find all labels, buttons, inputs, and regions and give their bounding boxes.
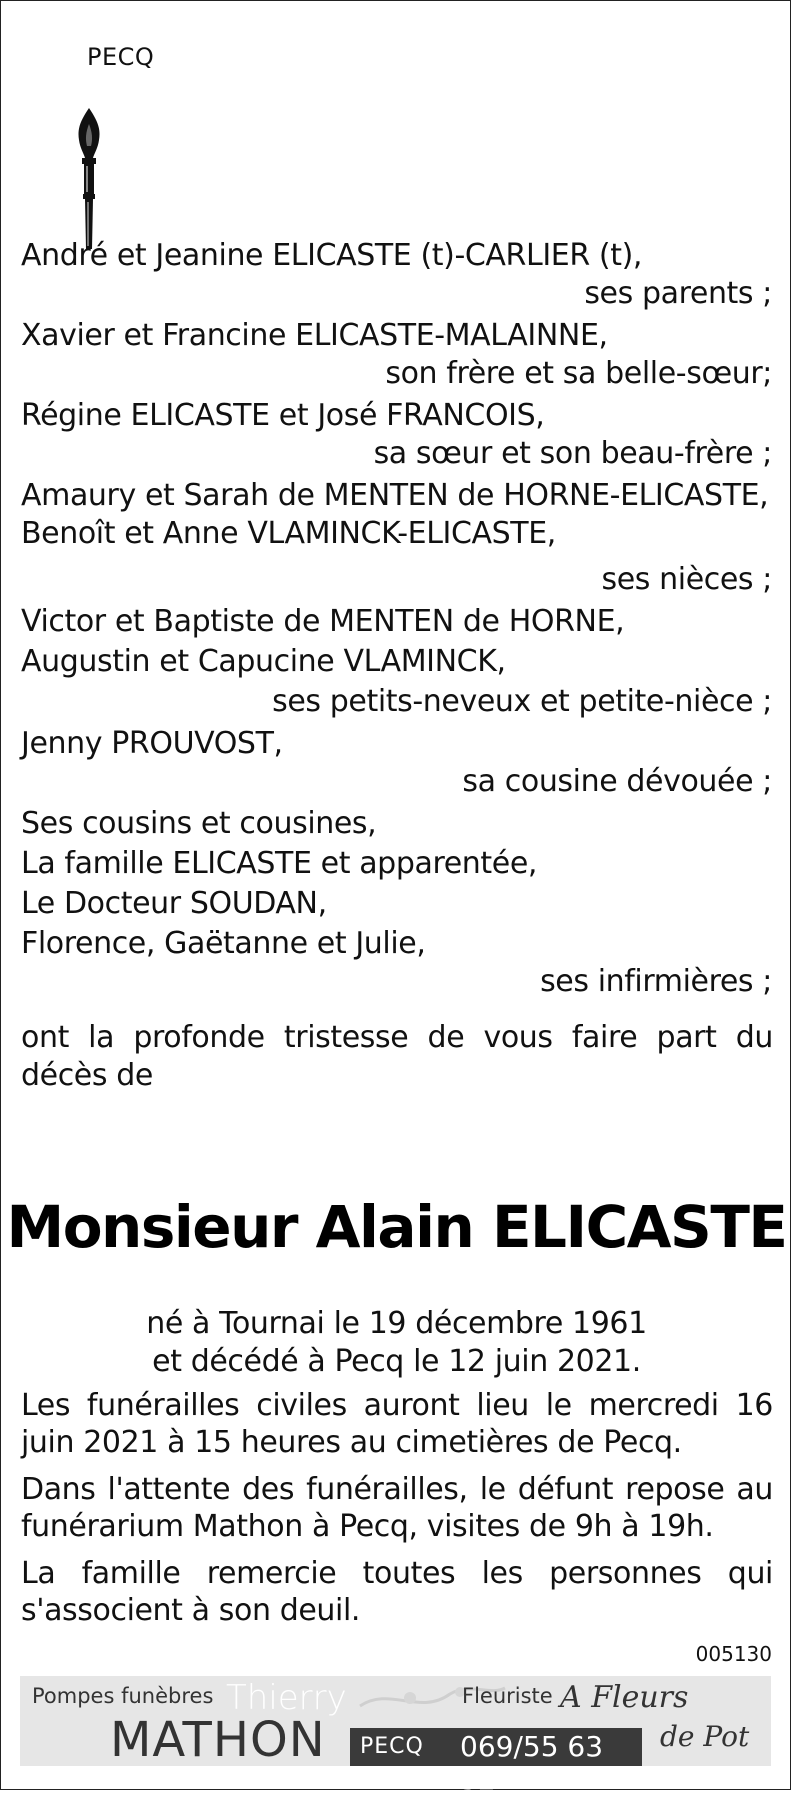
- birth-line: né à Tournai le 19 décembre 1961: [146, 1306, 647, 1341]
- fleuriste-label: Fleuriste: [462, 1684, 553, 1708]
- thanks-paragraph: La famille remercie toutes les personnes qui s'associent à son deuil.: [21, 1556, 773, 1628]
- relation-line: ses infirmières ;: [540, 964, 772, 999]
- family-line: Ses cousins et cousines,: [21, 806, 377, 841]
- family-line: Amaury et Sarah de MENTEN de HORNE-ELICASTE,: [21, 478, 769, 513]
- family-line: Benoît et Anne VLAMINCK-ELICASTE,: [21, 516, 556, 551]
- family-line: André et Jeanine ELICASTE (t)-CARLIER (t),: [21, 238, 643, 273]
- family-line: Le Docteur SOUDAN,: [21, 886, 327, 921]
- mathon-logo: MATHON: [110, 1712, 326, 1768]
- torch-icon: [69, 106, 109, 251]
- family-line: Régine ELICASTE et José FRANCOIS,: [21, 398, 545, 433]
- pompes-label: Pompes funèbres: [32, 1684, 214, 1708]
- family-line: Jenny PROUVOST,: [21, 726, 283, 761]
- visitation-paragraph: Dans l'attente des funérailles, le défunt repose au funérarium Mathon à Pecq, visites de 9h à 19h.: [21, 1472, 773, 1544]
- family-line: Augustin et Capucine VLAMINCK,: [21, 644, 506, 679]
- family-line: Florence, Gaëtanne et Julie,: [21, 926, 426, 961]
- family-line: La famille ELICASTE et apparentée,: [21, 846, 538, 881]
- relation-line: sa cousine dévouée ;: [462, 764, 772, 799]
- family-line: Victor et Baptiste de MENTEN de HORNE,: [21, 604, 625, 639]
- funeral-home-banner: [20, 1676, 771, 1796]
- death-line: et décédé à Pecq le 12 juin 2021.: [152, 1344, 641, 1379]
- relation-line: ses petits-neveux et petite-nièce ;: [272, 684, 772, 719]
- funeral-paragraph: Les funérailles civiles auront lieu le mercredi 16 juin 2021 à 15 heures au cimetières de Pecq.: [21, 1388, 773, 1460]
- relation-line: ses parents ;: [584, 276, 772, 311]
- reference-number: 005130: [695, 1642, 772, 1666]
- relation-line: son frère et sa belle-sœur;: [385, 356, 772, 391]
- contact-box: [350, 1728, 642, 1796]
- announcement-text: ont la profonde tristesse de vous faire part du décès de: [21, 1020, 773, 1093]
- thierry-label: Thierry: [226, 1678, 347, 1718]
- relation-line: sa sœur et son beau-frère ;: [373, 436, 772, 471]
- contact-town: PECQ: [360, 1734, 424, 1759]
- relation-line: ses nièces ;: [601, 562, 772, 597]
- deceased-name: Monsieur Alain ELICASTE: [6, 1193, 787, 1261]
- contact-phone[interactable]: 069/55 63 52: [460, 1730, 604, 1796]
- florist-brand-line1: A Fleurs: [560, 1680, 689, 1715]
- town-header: PECQ: [87, 43, 155, 71]
- florist-brand-line2: de Pot: [660, 1720, 750, 1753]
- family-line: Xavier et Francine ELICASTE-MALAINNE,: [21, 318, 608, 353]
